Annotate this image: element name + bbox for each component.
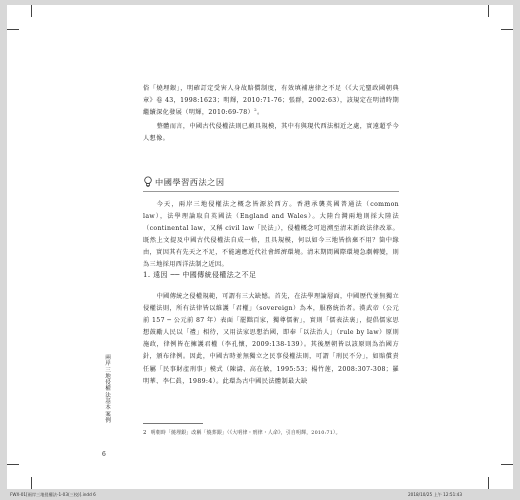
top-text-block	[143, 83, 399, 145]
footnote-divider	[143, 423, 203, 424]
page-number: 6	[102, 451, 106, 458]
crop-mark	[501, 464, 513, 465]
section-paragraph: 今天，兩岸三地侵權法之概念皆源於西方。香港承襲英國普通法（common law），法學理論取自英國法（England and Wales）。大陸台灣兩地則採大陸法（continental law，又稱 civil law「民法」），侵權概念可追溯至清末新政法律改革。既然上文提及中國古代侵權法自成一格，且具規模，何以如今三地皆捨棄不用？箇中緣由，實因其有先天之不足，不能適應近代社會經濟環境。清末期間國際環境急劇轉變，則為三地採用西洋法制之近因。	[143, 201, 399, 269]
lightbulb-icon	[143, 176, 153, 188]
summary-paragraph: 整體而言，中國古代侵權法則已頗具規模，其中有與現代西法相近之處，實遠超乎今人想像。	[143, 123, 399, 143]
subsection-heading: 1. 遠因 ── 中國傳統侵權法之不足	[143, 271, 257, 279]
crop-mark	[31, 5, 32, 17]
section-divider	[143, 191, 399, 192]
footnote-number: 2	[143, 430, 147, 436]
section-text-block	[143, 199, 399, 272]
crop-mark	[488, 5, 489, 17]
crop-mark	[31, 477, 32, 489]
print-timestamp: 2018/10/25 上午 12:51:43	[408, 492, 462, 497]
crop-mark	[488, 477, 489, 489]
subsection-paragraph: 中國傳統之侵權規範，可謂有三大缺憾。首先，在法學理論層面，中國歷代並無獨立侵權法則，所有法律皆以維護「君權」（sovereign）為本，服務統治者。漢武帝（公元前 157 ─ 公元前 87 年）表面「罷黜百家，獨尊儒術」，實則「儒表法裏」，提倡儒家思想鼓勵人民以「禮」相待，又用法家思想治國，即奉「以法治人」（rule by law）原則施政，律例皆在擁護君權（李孔懷，2009:138-139）。其後歷朝皆以該原則為治國方針，頒布律例。因此，中國古時並無獨立之民事侵權法則，可謂「刑民不分」，如賠償責任屬「民事財產刑事」模式（陳濤、高在敏，1995:53；楊竹莲，2008:307-308；羅明華、李仁眞，1989:4）。此環為古中國民法體制最大缺	[143, 293, 399, 385]
crop-mark	[501, 29, 513, 30]
top-paragraph-end: 。	[257, 109, 264, 117]
print-file-info: FWX-01[兩岸三地侵權法-1-03(三校)].indd 6	[10, 492, 96, 497]
crop-mark	[7, 29, 19, 30]
top-paragraph	[143, 83, 399, 119]
footnote	[143, 429, 399, 437]
section-heading	[143, 176, 399, 188]
subsection-text-block	[143, 291, 399, 388]
footnote-reference: 2	[254, 107, 257, 113]
crop-mark	[7, 464, 19, 465]
footnote-text: 明朝時「燒埋銀」改稱「燒葬銀」（《大明律・刑律・人命》，引自明輝，2010:71）。	[150, 430, 341, 436]
section-title: 中國學習西法之因	[155, 176, 225, 187]
top-paragraph-text: 俗「燒埋銀」，明確訂定受害人身故賠償制度，有效填補唐律之不足（《大元聖政國朝典章》卷 43，1998:1623；明輝，2010:71-76；張群，2002:63），該規定在明清時期繼續深化發展（明輝，2010:69-78）	[143, 85, 399, 117]
running-side-title: 兩岸三地侵權法基本案例	[105, 355, 111, 424]
